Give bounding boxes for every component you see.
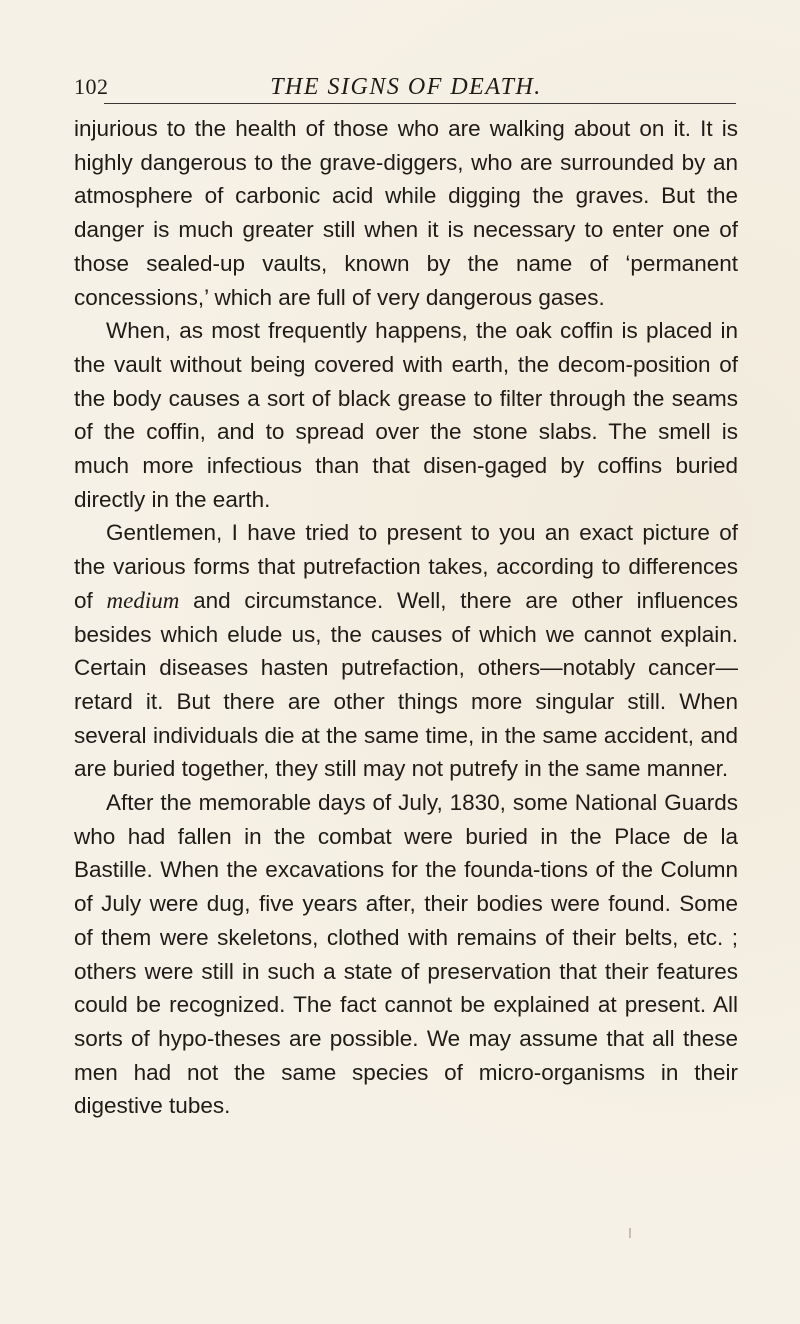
body-text [74, 112, 738, 1123]
paper-speck [629, 1228, 631, 1238]
paragraph-4-text: After the memorable days of July, 1830, some National Guards who had fallen in the combat were buried in the Place de la Bastille. When the excavations for the founda-tions of the Column of July were dug, five years after, their bodies were found. Some of them were skeletons, clothed with remains of their belts, etc. ; others were still in such a state of preservation that their features could be recognized. The fact cannot be explained at present. All sorts of hypo-theses are possible. We may assume that all these men had not the same species of micro-organisms in their digestive tubes. [74, 790, 738, 1119]
paragraph-3-italic-medium: medium [106, 587, 180, 613]
paragraph-1 [74, 112, 738, 314]
page-header [74, 74, 738, 104]
paragraph-3-text-after: and circumstance. Well, there are other influences besides which elude us, the causes of which we cannot explain. Certain diseases hasten putrefaction, others—notably cancer—retard it. But there are other things more singular still. When several individuals die at the same time, in the same accident, and are buried together, they still may not putrefy in the same manner. [74, 587, 738, 782]
paragraph-3-text-before: Gentlemen, I have tried to present to you an exact picture of the various forms that putrefaction takes, according to differences of [74, 520, 738, 613]
page-number: 102 [74, 74, 109, 99]
paragraph-2 [74, 314, 738, 516]
paragraph-4 [74, 786, 738, 1123]
header-rule [104, 103, 736, 104]
paragraph-1-text: injurious to the health of those who are walking about on it. It is highly dangerous to the grave-diggers, who are surrounded by an atmosphere of carbonic acid while digging the graves. But the danger is much greater still when it is necessary to enter one of those sealed-up vaults, known by the name of ‘permanent concessions,’ which are full of very dangerous gases. [74, 116, 738, 310]
paragraph-2-text: When, as most frequently happens, the oak coffin is placed in the vault without being covered with earth, the decom-position of the body causes a sort of black grease to filter through the seams of the coffin, and to spread over the stone slabs. The smell is much more infectious than that disen-gaged by coffins buried directly in the earth. [74, 318, 738, 512]
running-title: THE SIGNS OF DEATH. [270, 74, 542, 100]
paragraph-3 [74, 516, 738, 786]
